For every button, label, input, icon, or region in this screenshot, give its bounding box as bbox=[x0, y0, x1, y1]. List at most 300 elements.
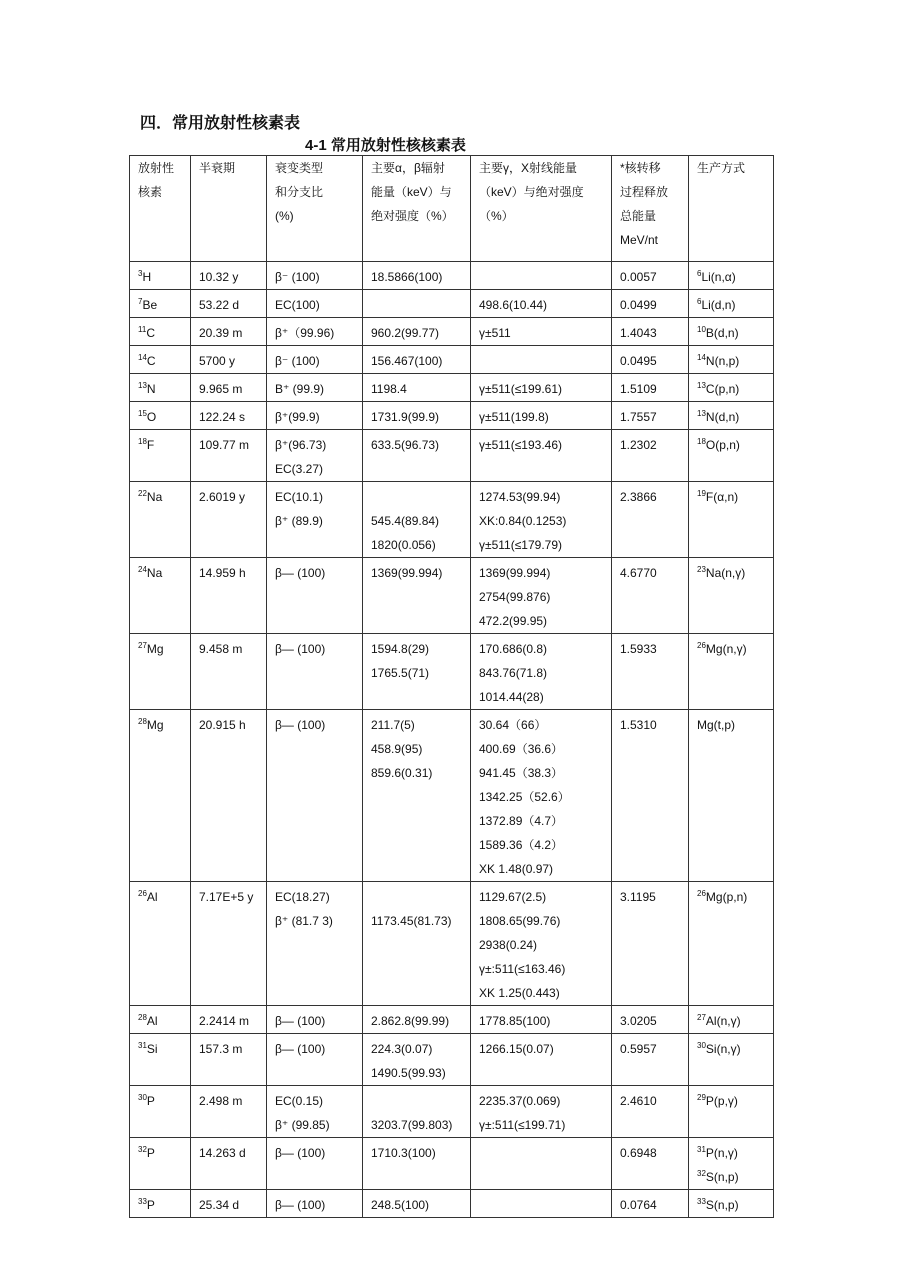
decay-cell bbox=[267, 346, 363, 374]
reaction-text: N(n,p) bbox=[705, 354, 740, 368]
alpha-beta-value: 2.862.8(99.99) bbox=[371, 1014, 450, 1028]
table-row bbox=[130, 1138, 774, 1190]
alpha-beta-value: 1731.9(99.9) bbox=[371, 410, 440, 424]
production-cell bbox=[689, 1138, 774, 1190]
nuclide-symbol bbox=[138, 1193, 182, 1217]
reaction-text: Li(n,α) bbox=[701, 270, 736, 284]
gamma-x-cell bbox=[471, 882, 612, 1006]
half-life-cell bbox=[191, 346, 267, 374]
production-cell bbox=[689, 430, 774, 482]
nuclide-cell bbox=[130, 1138, 191, 1190]
alpha-beta-value: 1820(0.056) bbox=[371, 538, 436, 552]
half-life-cell bbox=[191, 402, 267, 430]
half-life-value: 14.959 h bbox=[199, 566, 246, 580]
gamma-x-cell bbox=[471, 1138, 612, 1190]
header-line: （%） bbox=[479, 209, 514, 223]
table-row bbox=[130, 430, 774, 482]
decay-value: β— (100) bbox=[275, 1198, 326, 1212]
header-line: 衰变类型 bbox=[275, 161, 324, 175]
table-row bbox=[130, 882, 774, 1006]
total-energy-value: 0.5957 bbox=[620, 1042, 657, 1056]
reaction-text: Al(n,γ) bbox=[705, 1014, 741, 1028]
table-row bbox=[130, 710, 774, 882]
half-life-value: 53.22 d bbox=[199, 298, 240, 312]
decay-cell bbox=[267, 558, 363, 634]
header-half-life bbox=[191, 156, 267, 262]
target-mass-number: 26 bbox=[697, 889, 706, 898]
production-cell bbox=[689, 482, 774, 558]
nuclide-cell bbox=[130, 1034, 191, 1086]
alpha-beta-value: 1198.4 bbox=[371, 382, 407, 396]
alpha-beta-value bbox=[371, 293, 462, 317]
table-row bbox=[130, 318, 774, 346]
alpha-beta-value: 1710.3(100) bbox=[371, 1146, 436, 1160]
production-method bbox=[697, 433, 765, 457]
half-life-value: 25.34 d bbox=[199, 1198, 240, 1212]
nuclide-symbol bbox=[138, 561, 182, 585]
total-energy-value: 0.0499 bbox=[620, 298, 657, 312]
header-line: 和分支比 bbox=[275, 185, 324, 199]
production-method bbox=[697, 1037, 765, 1061]
total-energy-cell bbox=[612, 882, 689, 1006]
mass-number: 15 bbox=[138, 409, 147, 418]
production-method bbox=[697, 405, 765, 429]
production-cell bbox=[689, 262, 774, 290]
gamma-x-cell bbox=[471, 1086, 612, 1138]
alpha-beta-value: 1490.5(99.93) bbox=[371, 1066, 446, 1080]
total-energy-cell bbox=[612, 1086, 689, 1138]
total-energy-value: 4.6770 bbox=[620, 566, 657, 580]
half-life-cell bbox=[191, 1138, 267, 1190]
decay-cell bbox=[267, 374, 363, 402]
reaction-text: Li(d,n) bbox=[701, 298, 736, 312]
table-row bbox=[130, 1006, 774, 1034]
target-mass-number: 30 bbox=[697, 1041, 706, 1050]
gamma-x-cell bbox=[471, 1034, 612, 1086]
half-life-cell bbox=[191, 262, 267, 290]
total-energy-cell bbox=[612, 346, 689, 374]
total-energy-value: 0.0495 bbox=[620, 354, 657, 368]
half-life-value: 20.915 h bbox=[199, 718, 246, 732]
half-life-cell bbox=[191, 1034, 267, 1086]
alpha-beta-value: 3203.7(99.803) bbox=[371, 1118, 453, 1132]
production-cell bbox=[689, 402, 774, 430]
decay-cell bbox=[267, 290, 363, 318]
gamma-x-cell bbox=[471, 262, 612, 290]
element-symbol: Na bbox=[146, 566, 163, 580]
alpha-beta-value: 633.5(96.73) bbox=[371, 438, 440, 452]
total-energy-cell bbox=[612, 374, 689, 402]
half-life-value: 109.77 m bbox=[199, 438, 250, 452]
mass-number: 27 bbox=[138, 641, 147, 650]
decay-value: β⁻ (100) bbox=[275, 270, 320, 284]
table-row bbox=[130, 290, 774, 318]
alpha-beta-value bbox=[371, 885, 462, 909]
mass-number: 3 bbox=[138, 269, 143, 278]
half-life-value: 7.17E+5 y bbox=[199, 890, 254, 904]
gamma-x-cell bbox=[471, 346, 612, 374]
table-row bbox=[130, 1034, 774, 1086]
reaction-text: F(α,n) bbox=[705, 490, 739, 504]
half-life-value: 122.24 s bbox=[199, 410, 246, 424]
half-life-cell bbox=[191, 290, 267, 318]
gamma-x-value: 170.686(0.8) bbox=[479, 642, 548, 656]
gamma-x-value: 1266.15(0.07) bbox=[479, 1042, 554, 1056]
half-life-cell bbox=[191, 482, 267, 558]
table-row bbox=[130, 558, 774, 634]
decay-value: EC(18.27) bbox=[275, 890, 330, 904]
element-symbol: F bbox=[146, 438, 155, 452]
alpha-beta-value bbox=[371, 485, 462, 509]
reaction-text: B(d,n) bbox=[705, 326, 739, 340]
target-mass-number: 6 bbox=[697, 297, 702, 306]
mass-number: 13 bbox=[138, 381, 147, 390]
production-method bbox=[697, 377, 765, 401]
header-line: (%) bbox=[275, 209, 294, 223]
gamma-x-value: 2235.37(0.069) bbox=[479, 1094, 561, 1108]
reaction-text: S(n,p) bbox=[705, 1170, 739, 1184]
element-symbol: P bbox=[146, 1146, 155, 1160]
nuclide-cell bbox=[130, 482, 191, 558]
gamma-x-value: 2754(99.876) bbox=[479, 590, 551, 604]
half-life-value: 9.458 m bbox=[199, 642, 243, 656]
target-mass-number: 27 bbox=[697, 1013, 706, 1022]
alpha-beta-cell bbox=[363, 634, 471, 710]
table-title: 4-1 常用放射性核核素表 bbox=[305, 137, 466, 154]
decay-cell bbox=[267, 882, 363, 1006]
gamma-x-cell bbox=[471, 1190, 612, 1218]
reaction-text: P(p,γ) bbox=[705, 1094, 738, 1108]
target-mass-number: 32 bbox=[697, 1169, 706, 1178]
table-row bbox=[130, 482, 774, 558]
reaction-text: S(n,p) bbox=[705, 1198, 739, 1212]
nuclide-cell bbox=[130, 710, 191, 882]
decay-cell bbox=[267, 402, 363, 430]
gamma-x-value: XK 1.48(0.97) bbox=[479, 862, 554, 876]
gamma-x-cell bbox=[471, 318, 612, 346]
target-mass-number: 29 bbox=[697, 1093, 706, 1102]
element-symbol: Al bbox=[146, 890, 158, 904]
mass-number: 30 bbox=[138, 1093, 147, 1102]
decay-value: β— (100) bbox=[275, 642, 326, 656]
gamma-x-value: 1342.25（52.6） bbox=[479, 790, 570, 804]
total-energy-cell bbox=[612, 402, 689, 430]
gamma-x-cell bbox=[471, 1006, 612, 1034]
nuclide-cell bbox=[130, 402, 191, 430]
nuclide-cell bbox=[130, 634, 191, 710]
alpha-beta-value: 545.4(89.84) bbox=[371, 514, 440, 528]
decay-value: β— (100) bbox=[275, 1146, 326, 1160]
production-method bbox=[697, 293, 765, 317]
total-energy-cell bbox=[612, 1138, 689, 1190]
table-row bbox=[130, 634, 774, 710]
alpha-beta-value: 1173.45(81.73) bbox=[371, 914, 452, 928]
header-line: *核转移 bbox=[620, 161, 661, 175]
total-energy-cell bbox=[612, 1034, 689, 1086]
alpha-beta-cell bbox=[363, 882, 471, 1006]
alpha-beta-cell bbox=[363, 430, 471, 482]
header-decay-type bbox=[267, 156, 363, 262]
mass-number: 22 bbox=[138, 489, 147, 498]
production-method bbox=[697, 485, 765, 509]
reaction-text: P(n,γ) bbox=[705, 1146, 738, 1160]
reaction-text: Na(n,γ) bbox=[705, 566, 746, 580]
total-energy-value: 3.1195 bbox=[620, 890, 656, 904]
target-mass-number: 31 bbox=[697, 1145, 706, 1154]
gamma-x-value: 400.69（36.6） bbox=[479, 742, 564, 756]
element-symbol: P bbox=[146, 1198, 155, 1212]
header-line: 主要α，β辐射 bbox=[371, 161, 445, 175]
nuclide-symbol bbox=[138, 405, 182, 429]
alpha-beta-cell bbox=[363, 1190, 471, 1218]
target-mass-number: 18 bbox=[697, 437, 706, 446]
header-line: 主要γ，X射线能量 bbox=[479, 161, 578, 175]
element-symbol: Na bbox=[146, 490, 163, 504]
header-nuclide bbox=[130, 156, 191, 262]
nuclide-symbol bbox=[138, 433, 182, 457]
target-mass-number: 26 bbox=[697, 641, 706, 650]
target-mass-number: 13 bbox=[697, 381, 706, 390]
header-production bbox=[689, 156, 774, 262]
production-cell bbox=[689, 318, 774, 346]
decay-value: β⁺ (99.85) bbox=[275, 1118, 330, 1132]
gamma-x-value: γ±:511(≤199.71) bbox=[479, 1118, 566, 1132]
nuclide-cell bbox=[130, 318, 191, 346]
target-mass-number: 13 bbox=[697, 409, 706, 418]
production-cell bbox=[689, 634, 774, 710]
element-symbol: Mg bbox=[146, 718, 164, 732]
decay-cell bbox=[267, 1034, 363, 1086]
production-method bbox=[697, 1141, 765, 1165]
alpha-beta-cell bbox=[363, 346, 471, 374]
mass-number: 14 bbox=[138, 353, 147, 362]
table-row bbox=[130, 1086, 774, 1138]
mass-number: 31 bbox=[138, 1041, 147, 1050]
production-method bbox=[697, 321, 765, 345]
mass-number: 24 bbox=[138, 565, 147, 574]
decay-cell bbox=[267, 318, 363, 346]
total-energy-cell bbox=[612, 710, 689, 882]
half-life-value: 2.498 m bbox=[199, 1094, 243, 1108]
nuclide-cell bbox=[130, 430, 191, 482]
alpha-beta-cell bbox=[363, 1034, 471, 1086]
decay-cell bbox=[267, 262, 363, 290]
total-energy-cell bbox=[612, 482, 689, 558]
section-title: 四．常用放射性核素表 bbox=[140, 115, 301, 132]
total-energy-value: 1.2302 bbox=[620, 438, 657, 452]
header-line: 半衰期 bbox=[199, 161, 236, 175]
decay-value: β⁻ (100) bbox=[275, 354, 320, 368]
decay-cell bbox=[267, 430, 363, 482]
total-energy-cell bbox=[612, 634, 689, 710]
alpha-beta-value: 156.467(100) bbox=[371, 354, 443, 368]
gamma-x-value: 1372.89（4.7） bbox=[479, 814, 564, 828]
alpha-beta-cell bbox=[363, 318, 471, 346]
mass-number: 28 bbox=[138, 717, 147, 726]
gamma-x-value bbox=[479, 265, 603, 289]
gamma-x-value bbox=[479, 1193, 603, 1217]
alpha-beta-value: 1765.5(71) bbox=[371, 666, 430, 680]
gamma-x-value: γ±511(≤179.79) bbox=[479, 538, 562, 552]
nuclide-cell bbox=[130, 1006, 191, 1034]
decay-value: EC(100) bbox=[275, 298, 320, 312]
total-energy-value: 1.7557 bbox=[620, 410, 657, 424]
element-symbol: O bbox=[146, 410, 157, 424]
half-life-cell bbox=[191, 558, 267, 634]
decay-cell bbox=[267, 1006, 363, 1034]
decay-value: β⁺（99.96) bbox=[275, 326, 335, 340]
nuclide-symbol bbox=[138, 293, 182, 317]
gamma-x-cell bbox=[471, 290, 612, 318]
nuclide-symbol bbox=[138, 1037, 182, 1061]
decay-value: β⁺ (81.7 3) bbox=[275, 914, 333, 928]
nuclide-symbol bbox=[138, 713, 182, 737]
nuclide-symbol bbox=[138, 485, 182, 509]
gamma-x-value: XK:0.84(0.1253) bbox=[479, 514, 567, 528]
gamma-x-value: 1129.67(2.5) bbox=[479, 890, 547, 904]
gamma-x-value: 2938(0.24) bbox=[479, 938, 538, 952]
header-line: 能量（keV）与 bbox=[371, 185, 452, 199]
element-symbol: Be bbox=[142, 298, 158, 312]
total-energy-value: 1.5933 bbox=[620, 642, 657, 656]
nuclide-cell bbox=[130, 262, 191, 290]
alpha-beta-value bbox=[371, 1089, 462, 1113]
nuclide-cell bbox=[130, 374, 191, 402]
gamma-x-value: 843.76(71.8) bbox=[479, 666, 548, 680]
gamma-x-cell bbox=[471, 482, 612, 558]
nuclide-symbol bbox=[138, 1009, 182, 1033]
mass-number: 32 bbox=[138, 1145, 147, 1154]
reaction-text: Mg(t,p) bbox=[697, 718, 736, 732]
nuclide-cell bbox=[130, 290, 191, 318]
alpha-beta-value: 1369(99.994) bbox=[371, 566, 443, 580]
production-method bbox=[697, 265, 765, 289]
element-symbol: C bbox=[146, 326, 155, 340]
half-life-cell bbox=[191, 318, 267, 346]
production-method bbox=[697, 885, 765, 909]
nuclide-cell bbox=[130, 882, 191, 1006]
nuclide-symbol bbox=[138, 637, 182, 661]
element-symbol: P bbox=[146, 1094, 155, 1108]
mass-number: 11 bbox=[138, 325, 147, 334]
half-life-cell bbox=[191, 710, 267, 882]
header-line: （keV）与绝对强度 bbox=[479, 185, 584, 199]
total-energy-value: 1.4043 bbox=[620, 326, 657, 340]
gamma-x-value: 498.6(10.44) bbox=[479, 298, 548, 312]
production-method bbox=[697, 713, 765, 737]
gamma-x-value: XK 1.25(0.443) bbox=[479, 986, 560, 1000]
gamma-x-value: 472.2(99.95) bbox=[479, 614, 548, 628]
alpha-beta-cell bbox=[363, 710, 471, 882]
half-life-cell bbox=[191, 882, 267, 1006]
element-symbol: Al bbox=[146, 1014, 158, 1028]
table-header bbox=[130, 156, 774, 262]
mass-number: 33 bbox=[138, 1197, 147, 1206]
production-cell bbox=[689, 290, 774, 318]
header-total-energy bbox=[612, 156, 689, 262]
table-row bbox=[130, 374, 774, 402]
gamma-x-value: 1014.44(28) bbox=[479, 690, 544, 704]
nuclide-symbol bbox=[138, 349, 182, 373]
mass-number: 28 bbox=[138, 1013, 147, 1022]
half-life-value: 157.3 m bbox=[199, 1042, 243, 1056]
decay-value: B⁺ (99.9) bbox=[275, 382, 325, 396]
target-mass-number: 23 bbox=[697, 565, 706, 574]
half-life-value: 10.32 y bbox=[199, 270, 239, 284]
production-method bbox=[697, 637, 765, 661]
gamma-x-cell bbox=[471, 430, 612, 482]
half-life-value: 14.263 d bbox=[199, 1146, 246, 1160]
reaction-text: N(d,n) bbox=[705, 410, 740, 424]
gamma-x-value: 1589.36（4.2） bbox=[479, 838, 564, 852]
gamma-x-cell bbox=[471, 634, 612, 710]
alpha-beta-value: 211.7(5) bbox=[371, 718, 415, 732]
nuclide-cell bbox=[130, 1086, 191, 1138]
gamma-x-cell bbox=[471, 374, 612, 402]
alpha-beta-cell bbox=[363, 262, 471, 290]
production-method bbox=[697, 1165, 765, 1189]
gamma-x-value: γ±511(199.8) bbox=[479, 410, 549, 424]
total-energy-cell bbox=[612, 262, 689, 290]
header-line: 总能量 bbox=[620, 209, 657, 223]
alpha-beta-value: 960.2(99.77) bbox=[371, 326, 440, 340]
total-energy-cell bbox=[612, 318, 689, 346]
production-method bbox=[697, 1193, 765, 1217]
total-energy-value: 2.4610 bbox=[620, 1094, 657, 1108]
gamma-x-value: γ±511 bbox=[479, 326, 511, 340]
half-life-cell bbox=[191, 1006, 267, 1034]
decay-cell bbox=[267, 1190, 363, 1218]
gamma-x-value: 1369(99.994) bbox=[479, 566, 551, 580]
decay-cell bbox=[267, 1086, 363, 1138]
element-symbol: C bbox=[146, 354, 156, 368]
reaction-text: Mg(p,n) bbox=[705, 890, 748, 904]
total-energy-value: 0.0764 bbox=[620, 1198, 657, 1212]
header-row bbox=[130, 156, 774, 262]
alpha-beta-value: 248.5(100) bbox=[371, 1198, 430, 1212]
decay-value: β— (100) bbox=[275, 1042, 326, 1056]
decay-value: β— (100) bbox=[275, 1014, 326, 1028]
nuclide-symbol bbox=[138, 1089, 182, 1113]
production-method bbox=[697, 561, 765, 585]
alpha-beta-value: 18.5866(100) bbox=[371, 270, 443, 284]
half-life-cell bbox=[191, 1086, 267, 1138]
header-alpha-beta-energy bbox=[363, 156, 471, 262]
nuclide-cell bbox=[130, 1190, 191, 1218]
decay-cell bbox=[267, 710, 363, 882]
table-body bbox=[130, 262, 774, 1218]
reaction-text: Si(n,γ) bbox=[705, 1042, 741, 1056]
total-energy-cell bbox=[612, 1190, 689, 1218]
header-line: 生产方式 bbox=[697, 161, 746, 175]
alpha-beta-cell bbox=[363, 482, 471, 558]
target-mass-number: 19 bbox=[697, 489, 706, 498]
element-symbol: H bbox=[142, 270, 152, 284]
nuclide-symbol bbox=[138, 885, 182, 909]
gamma-x-value: 1778.85(100) bbox=[479, 1014, 551, 1028]
production-cell bbox=[689, 1190, 774, 1218]
gamma-x-cell bbox=[471, 710, 612, 882]
element-symbol: N bbox=[146, 382, 156, 396]
production-method bbox=[697, 1089, 765, 1113]
nuclide-symbol bbox=[138, 377, 182, 401]
total-energy-value: 3.0205 bbox=[620, 1014, 657, 1028]
decay-value: EC(3.27) bbox=[275, 462, 324, 476]
nuclide-symbol bbox=[138, 265, 182, 289]
table-row bbox=[130, 346, 774, 374]
alpha-beta-value: 458.9(95) bbox=[371, 742, 423, 756]
table-row bbox=[130, 402, 774, 430]
